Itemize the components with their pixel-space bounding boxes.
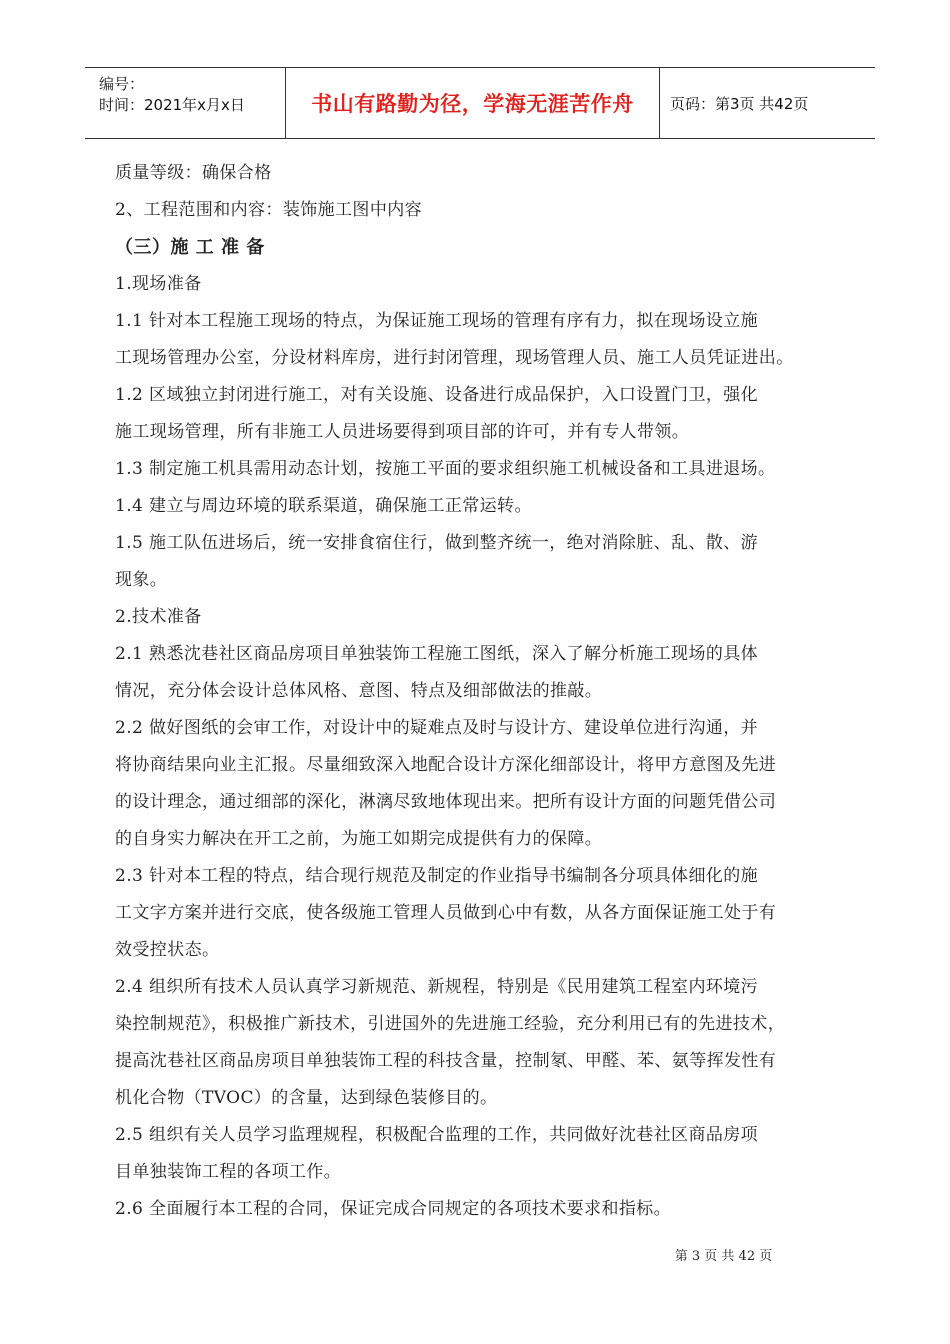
body-line: 1.1 针对本工程施工现场的特点，为保证施工现场的管理有序有力，拟在现场设立施 <box>115 311 759 331</box>
header-page-label: 页码：第3页 共42页 <box>670 94 809 113</box>
body-line: 情况，充分体会设计总体风格、意图、特点及细部做法的推敲。 <box>115 681 603 701</box>
body-line: 将协商结果向业主汇报。尽量细致深入地配合设计方深化细部设计，将甲方意图及先进 <box>115 755 777 775</box>
body-line: 1.4 建立与周边环境的联系渠道，确保施工正常运转。 <box>115 496 532 516</box>
subsection-heading: 1.现场准备 <box>115 274 202 294</box>
body-line: 质量等级：确保合格 <box>115 163 272 183</box>
body-line: 现象。 <box>115 570 168 590</box>
body-line: 2.4 组织所有技术人员认真学习新规范、新规程，特别是《民用建筑工程室内环境污 <box>115 977 759 997</box>
document-date-label: 时间：2021年x月x日 <box>99 96 245 114</box>
body-line: 染控制规范》，积极推广新技术，引进国外的先进施工经验，充分利用已有的先进技术， <box>115 1014 786 1034</box>
page-header <box>85 67 875 139</box>
body-line: 1.2 区域独立封闭进行施工，对有关设施、设备进行成品保护，入口设置门卫，强化 <box>115 385 759 405</box>
header-motto: 书山有路勤为径，学海无涯苦作舟 <box>286 68 660 138</box>
document-number-label: 编号： <box>99 75 145 93</box>
body-line: 目单独装饰工程的各项工作。 <box>115 1162 342 1182</box>
page-number: 第 3 页 共 42 页 <box>674 1249 773 1264</box>
body-line: 2.5 组织有关人员学习监理规程，积极配合监理的工作，共同做好沈巷社区商品房项 <box>115 1125 759 1145</box>
body-line: 效受控状态。 <box>115 940 220 960</box>
body-line: 机化合物（TVOC）的含量，达到绿色装修目的。 <box>115 1088 498 1108</box>
page-footer <box>0 1245 950 1264</box>
document-body <box>115 155 855 1228</box>
section-heading: （三）施 工 准 备 <box>115 237 265 258</box>
body-line: 工文字方案并进行交底，使各级施工管理人员做到心中有数，从各方面保证施工处于有 <box>115 903 777 923</box>
body-line: 2.6 全面履行本工程的合同，保证完成合同规定的各项技术要求和指标。 <box>115 1199 672 1219</box>
header-left-cell <box>85 68 286 138</box>
body-line: 工现场管理办公室，分设材料库房，进行封闭管理，现场管理人员、施工人员凭证进出。 <box>115 348 794 368</box>
body-line: 1.5 施工队伍进场后，统一安排食宿住行，做到整齐统一，绝对消除脏、乱、散、游 <box>115 533 759 553</box>
body-line: 2.2 做好图纸的会审工作，对设计中的疑难点及时与设计方、建设单位进行沟通，并 <box>115 718 759 738</box>
body-line: 的设计理念，通过细部的深化，淋漓尽致地体现出来。把所有设计方面的问题凭借公司 <box>115 792 777 812</box>
body-line: 2.1 熟悉沈巷社区商品房项目单独装饰工程施工图纸，深入了解分析施工现场的具体 <box>115 644 759 664</box>
body-line: 施工现场管理，所有非施工人员进场要得到项目部的许可，并有专人带领。 <box>115 422 690 442</box>
subsection-heading: 2.技术准备 <box>115 607 202 627</box>
body-line: 2.3 针对本工程的特点，结合现行规范及制定的作业指导书编制各分项具体细化的施 <box>115 866 759 886</box>
body-line: 1.3 制定施工机具需用动态计划，按施工平面的要求组织施工机械设备和工具进退场。 <box>115 459 776 479</box>
body-line: 的自身实力解决在开工之前，为施工如期完成提供有力的保障。 <box>115 829 603 849</box>
body-line: 提高沈巷社区商品房项目单独装饰工程的科技含量，控制氡、甲醛、苯、氨等挥发性有 <box>115 1051 777 1071</box>
body-line: 2、工程范围和内容：装饰施工图中内容 <box>115 200 423 220</box>
